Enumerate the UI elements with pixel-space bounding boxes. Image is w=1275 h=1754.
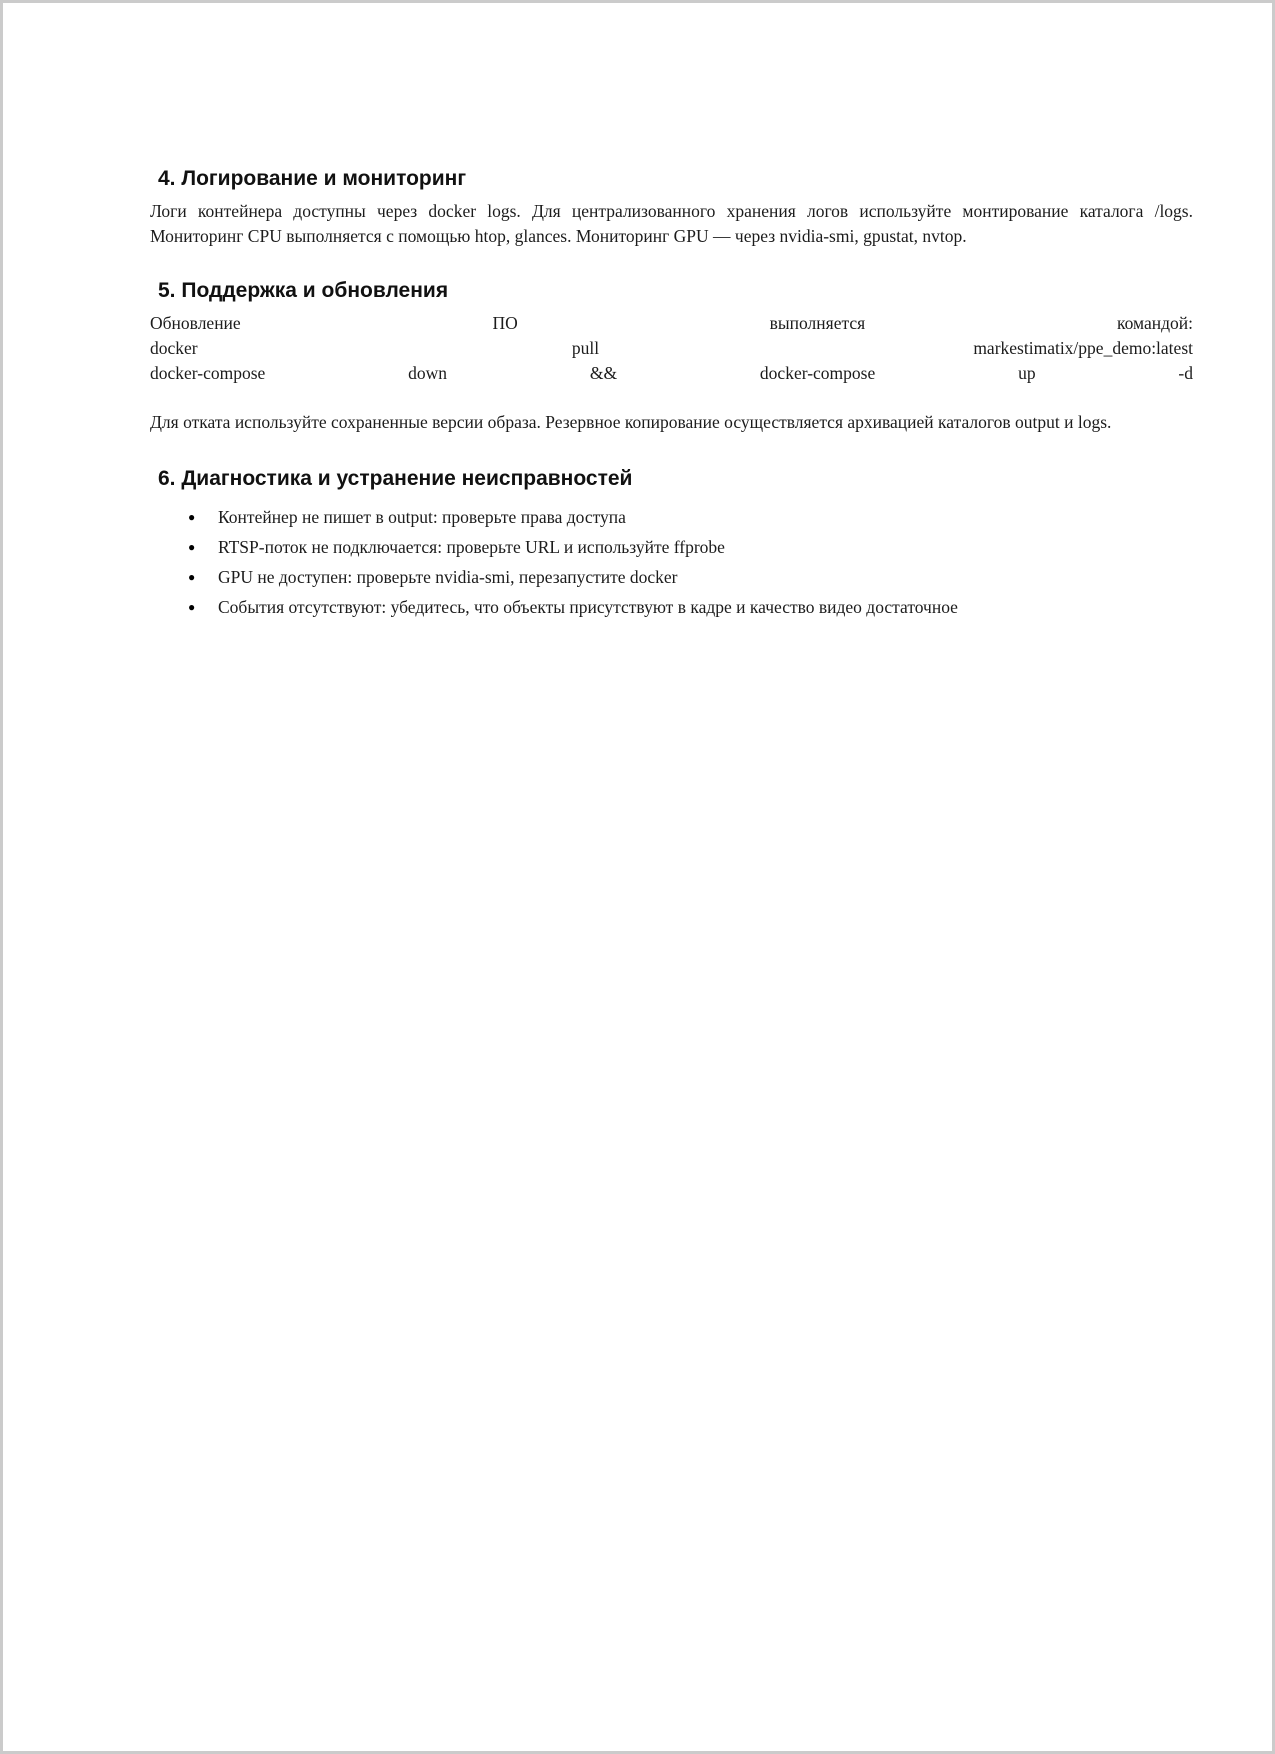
section-heading-support: 5. Поддержка и обновления [158, 279, 449, 302]
update-command-block [150, 311, 1193, 386]
update-command-line-1: Обновление ПО выполняется командой: [150, 313, 1193, 333]
document-content [150, 166, 1193, 622]
update-command-line-3: docker-compose down && docker-compose up -d [150, 363, 1193, 383]
list-item: ● RTSP-поток не подключается: проверьте URL и используйте ffprobe [150, 532, 1193, 562]
troubleshooting-list [150, 502, 1193, 622]
section-heading-logging: 4. Логирование и мониторинг [158, 167, 467, 190]
list-item: ● GPU не доступен: проверьте nvidia-smi, перезапустите docker [150, 562, 1193, 592]
logging-paragraph: Логи контейнера доступны через docker logs. Для централизованного хранения логов используйте монтирование каталога /logs. Мониторинг CPU выполняется с помощью htop, glances. Мониторинг GPU — через nvidia-smi, gpustat, nvtop. [150, 201, 1193, 246]
rollback-paragraph: Для отката используйте сохраненные версии образа. Резервное копирование осуществляется архивацией каталогов output и logs. [150, 412, 1112, 432]
list-item: ● Контейнер не пишет в output: проверьте права доступа [150, 502, 1193, 532]
section-heading-troubleshooting: 6. Диагностика и устранение неисправностей [158, 467, 633, 490]
update-command-line-2: docker pull markestimatix/ppe_demo:latest [150, 338, 1193, 358]
list-item: ● События отсутствуют: убедитесь, что объекты присутствуют в кадре и качество видео достаточное [150, 592, 1193, 622]
